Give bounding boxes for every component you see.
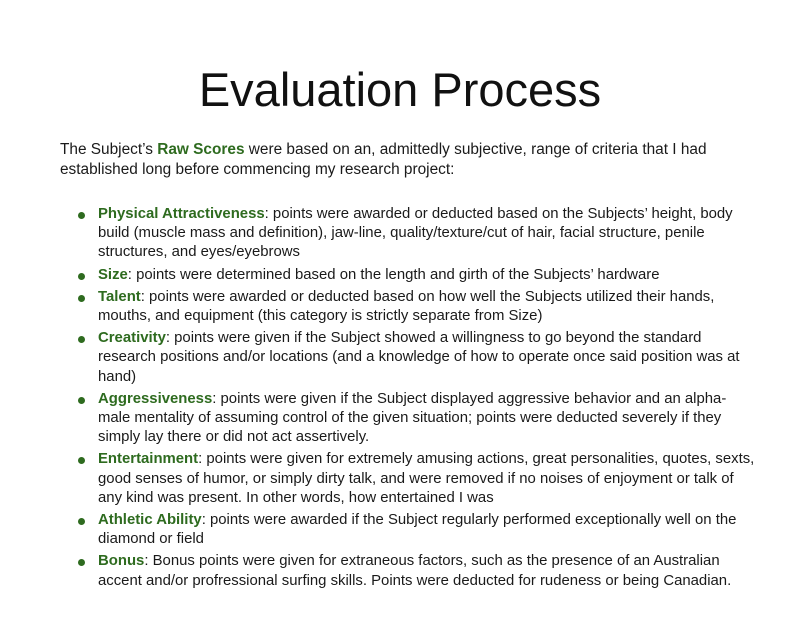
criterion-description: : points were awarded if the Subject regularly performed exceptionally well on the diamond or field: [98, 512, 737, 548]
criterion-talent: [76, 288, 756, 326]
criterion-term: Creativity: [98, 330, 166, 347]
criterion-description: : points were awarded or deducted based on the Subjects’ height, body build (muscle mass and definition), jaw-line, quality/texture/cut of hair, facial structure, penile structures, and eyes/eyebrows: [98, 206, 733, 261]
criterion-entertainment: [76, 450, 756, 508]
criteria-list: [76, 205, 756, 594]
criterion-term: Bonus: [98, 553, 145, 570]
raw-scores-highlight: Raw Scores: [157, 141, 245, 158]
criterion-term: Athletic Ability: [98, 512, 202, 529]
criterion-description: : points were given if the Subject showed a willingness to go beyond the standard research positions and/or locations (and a knowledge of how to operate once said position was at hand): [98, 330, 740, 385]
slide-title: Evaluation Process: [198, 63, 602, 116]
criterion-term: Size: [98, 266, 128, 283]
criterion-athletic-ability: [76, 511, 756, 549]
criterion-aggressiveness: [76, 390, 756, 448]
criterion-term: Entertainment: [98, 451, 199, 468]
criterion-description: : Bonus points were given for extraneous factors, such as the presence of an Australian accent and/or profressional surfing skills. Points were deducted for rudeness or being Canadian.: [98, 553, 732, 589]
bullet-dot-icon: [78, 295, 85, 302]
bullet-dot-icon: [78, 397, 85, 404]
criterion-physical-attractiveness: [76, 205, 756, 263]
criterion-description: : points were given for extremely amusing actions, great personalities, quotes, sexts, good senses of humor, or simply dirty talk, and were removed if no noises of enjoyment or talk of any kind was present. In other words, how entertained I was: [98, 451, 755, 506]
intro-text-after: were based on an, admittedly subjective, range of criteria that I had established long before commencing my research project:: [60, 141, 707, 178]
criterion-bonus: [76, 552, 756, 590]
intro-paragraph: [60, 140, 760, 179]
criterion-description: : points were awarded or deducted based on how well the Subjects utilized their hands, mouths, and equipment (this category is strictly separate from Size): [98, 288, 715, 325]
criterion-term: Physical Attractiveness: [98, 206, 265, 222]
bullet-dot-icon: [78, 457, 85, 464]
bullet-dot-icon: [78, 273, 85, 280]
criterion-creativity: [76, 329, 756, 387]
bullet-dot-icon: [78, 518, 85, 525]
bullet-dot-icon: [78, 212, 85, 219]
bullet-dot-icon: [78, 559, 85, 566]
criterion-description: : points were determined based on the length and girth of the Subjects’ hardware: [127, 266, 660, 283]
criterion-description: : points were given if the Subject displayed aggressive behavior and an alpha-male mentality of assuming control of the given situation; points were deducted severely if they simply lay there or did not act assertively.: [98, 390, 727, 446]
bullet-dot-icon: [78, 336, 85, 343]
intro-text-before: The Subject’s: [60, 141, 158, 158]
criterion-size: [76, 266, 756, 285]
criterion-term: Talent: [98, 288, 141, 305]
criterion-term: Aggressiveness: [98, 390, 213, 407]
